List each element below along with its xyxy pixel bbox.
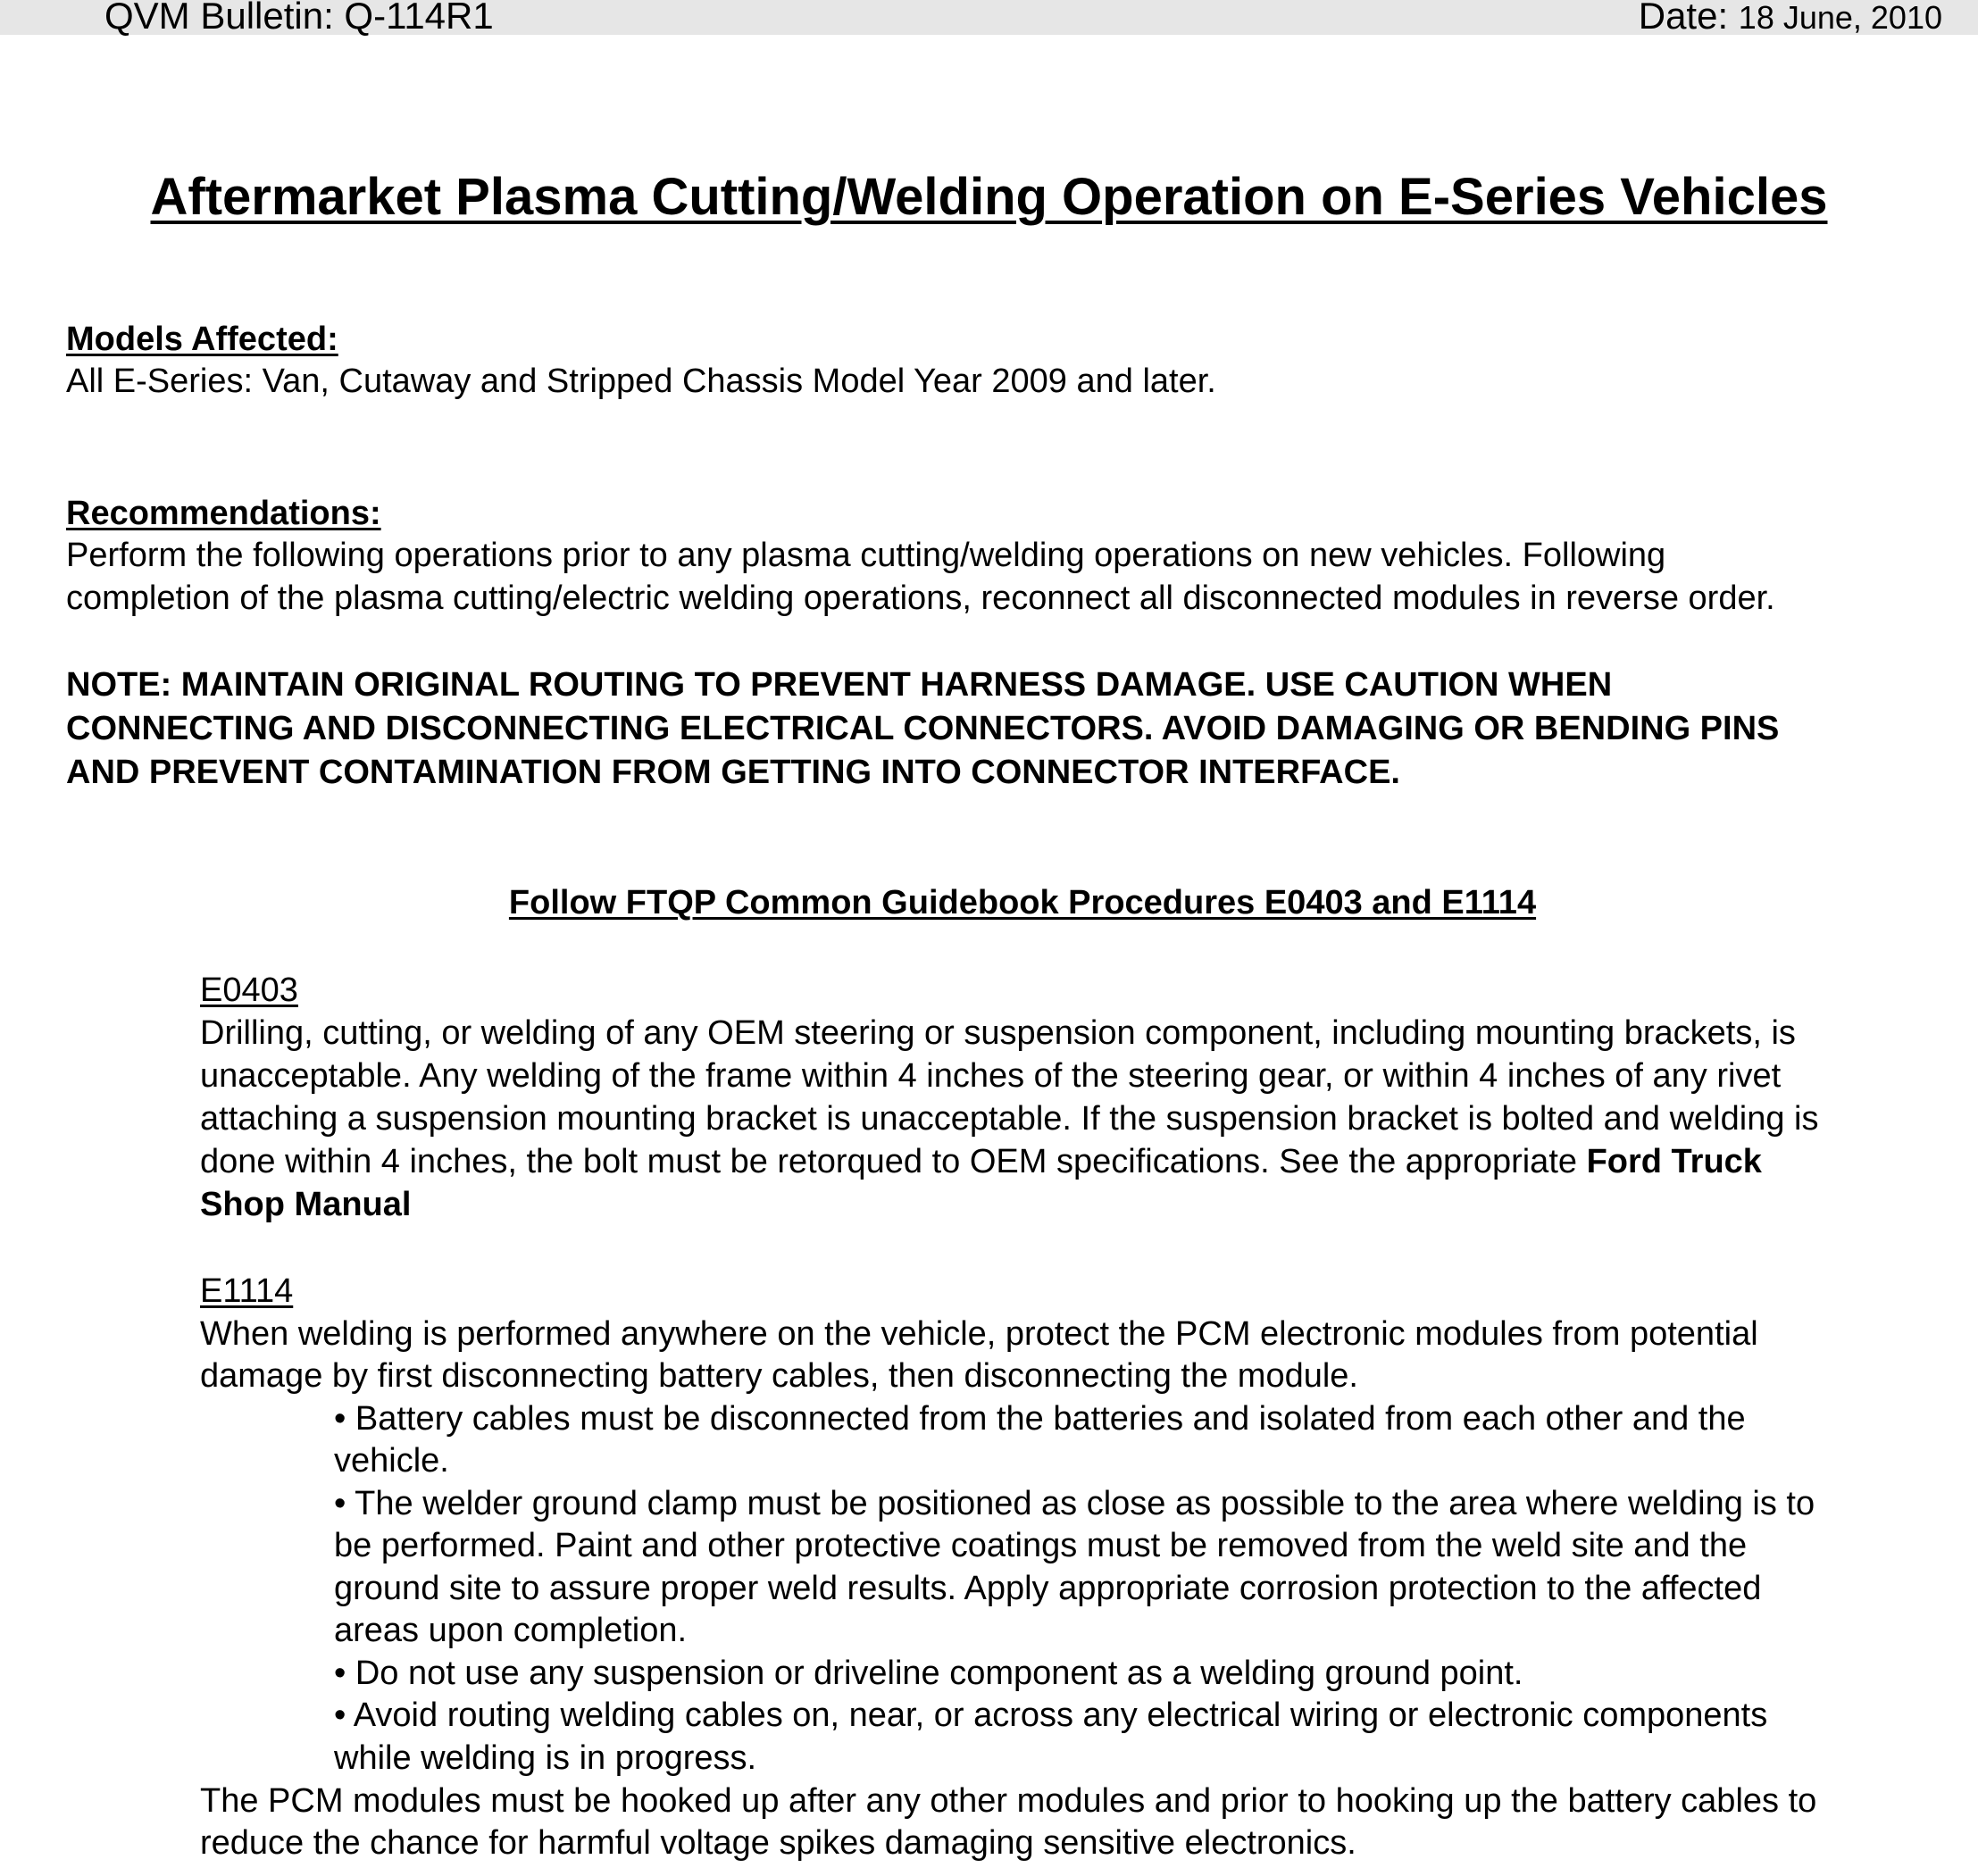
e0403-heading: E0403 — [200, 971, 298, 1009]
note-line: CONNECTING AND DISCONNECTING ELECTRICAL CONNECTORS. AVOID DAMAGING OR BENDING PINS — [66, 710, 1780, 747]
bulletin-number: QVM Bulletin: Q-114R1 — [104, 0, 494, 37]
bullet-line: • Avoid routing welding cables on, near, or across any electrical wiring or electronic components — [334, 1697, 1768, 1734]
header-band — [0, 0, 1978, 35]
models-affected-heading: Models Affected: — [66, 321, 338, 358]
e0403-line4-text: done within 4 inches, the bolt must be retorqued to OEM specifications. See the appropriate — [200, 1143, 1587, 1180]
e0403-line: Drilling, cutting, or welding of any OEM steering or suspension component, including mounting brackets, is — [200, 1014, 1796, 1052]
ford-truck-text: Ford Truck — [1586, 1143, 1762, 1180]
bullet-line: • The welder ground clamp must be positioned as close as possible to the area where welding is to — [334, 1485, 1815, 1522]
e1114-closing-line: reduce the chance for harmful voltage spikes damaging sensitive electronics. — [200, 1824, 1356, 1862]
bullet-line: • Battery cables must be disconnected from the batteries and isolated from each other and the — [334, 1400, 1746, 1438]
shop-manual-text: Shop Manual — [200, 1186, 412, 1223]
e1114-intro-line: When welding is performed anywhere on the vehicle, protect the PCM electronic modules from potential — [200, 1315, 1758, 1353]
bullet-line: vehicle. — [334, 1442, 449, 1480]
e1114-heading: E1114 — [200, 1272, 294, 1310]
note-line: AND PREVENT CONTAMINATION FROM GETTING INTO CONNECTOR INTERFACE. — [66, 754, 1400, 791]
e1114-closing-line: The PCM modules must be hooked up after any other modules and prior to hooking up the battery cables to — [200, 1782, 1817, 1820]
e0403-line: attaching a suspension mounting bracket is unacceptable. If the suspension bracket is bolted and welding is — [200, 1100, 1819, 1138]
e1114-intro-line: damage by first disconnecting battery cables, then disconnecting the module. — [200, 1357, 1358, 1395]
bullet-line: ground site to assure proper weld results. Apply appropriate corrosion protection to the affected — [334, 1570, 1762, 1607]
recommendations-heading: Recommendations: — [66, 495, 381, 532]
bullet-line: areas upon completion. — [334, 1612, 688, 1649]
e0403-line: unacceptable. Any welding of the frame within 4 inches of the steering gear, or within 4 inches of any rivet — [200, 1057, 1782, 1095]
page-title: Aftermarket Plasma Cutting/Welding Operation on E-Series Vehicles — [150, 168, 1828, 226]
bullet-line: while welding is in progress. — [334, 1739, 757, 1777]
date-label: Date: — [1638, 0, 1729, 37]
follow-procedures-heading: Follow FTQP Common Guidebook Procedures E0403 and E1114 — [508, 884, 1537, 921]
bullet-line: be performed. Paint and other protective coatings must be removed from the weld site and the — [334, 1527, 1748, 1564]
e0403-line — [200, 1183, 411, 1226]
bulletin-date — [1639, 0, 1942, 39]
bullet-line: • Do not use any suspension or driveline component as a welding ground point. — [334, 1655, 1523, 1692]
note-line: NOTE: MAINTAIN ORIGINAL ROUTING TO PREVENT HARNESS DAMAGE. USE CAUTION WHEN — [66, 666, 1613, 704]
e0403-line — [200, 1140, 1762, 1183]
recommendations-line: Perform the following operations prior to any plasma cutting/welding operations on new vehicles. Following — [66, 537, 1666, 574]
models-affected-text: All E-Series: Van, Cutaway and Stripped Chassis Model Year 2009 and later. — [66, 363, 1216, 400]
recommendations-line: completion of the plasma cutting/electric welding operations, reconnect all disconnected modules in reverse order. — [66, 579, 1775, 617]
date-value: 18 June, 2010 — [1738, 0, 1942, 36]
